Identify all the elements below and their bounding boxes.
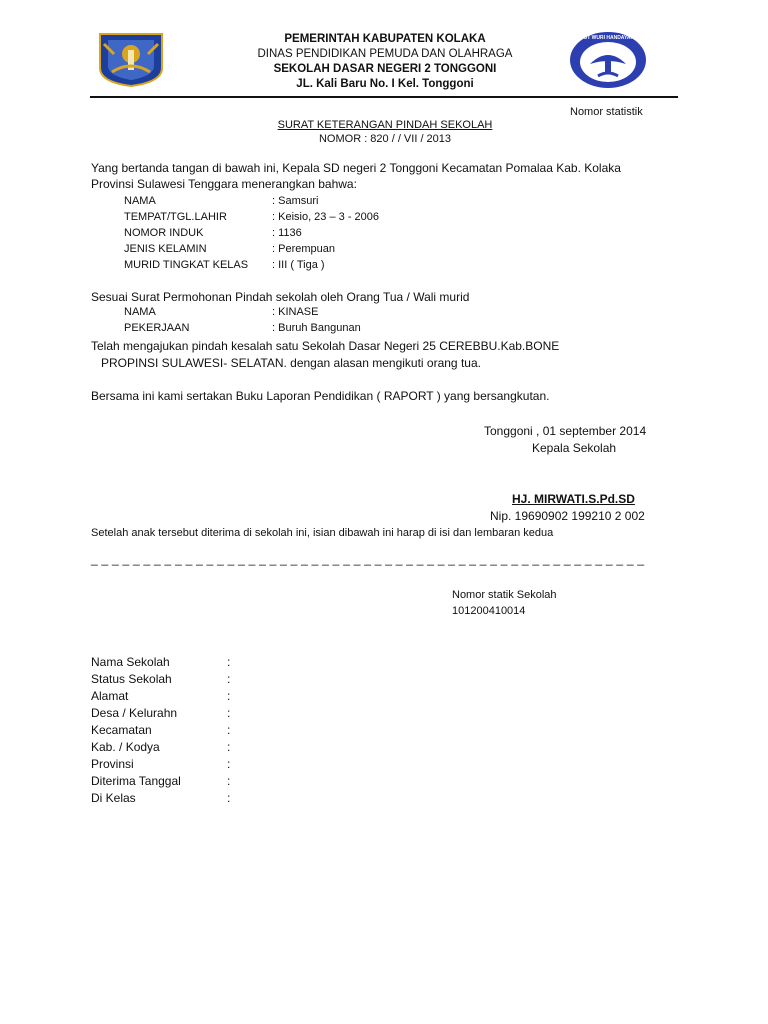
tut-wuri-handayani-logo bbox=[568, 30, 648, 90]
letterhead-line-2: DINAS PENDIDIKAN PEMUDA DAN OLAHRAGA bbox=[257, 48, 513, 60]
letterhead-line-4: JL. Kali Baru No. I Kel. Tonggoni bbox=[296, 78, 474, 90]
student-birth-label: TEMPAT/TGL.LAHIR bbox=[124, 211, 227, 223]
student-birth-value: : Keisio, 23 – 3 - 2006 bbox=[272, 211, 380, 223]
parent-job-value: : Buruh Bangunan bbox=[272, 322, 361, 334]
form-colon: : bbox=[227, 655, 231, 669]
form-label-class: Di Kelas bbox=[91, 791, 136, 805]
form-label-district: Kecamatan bbox=[91, 723, 152, 737]
signer-nip: Nip. 19690902 199210 2 002 bbox=[490, 509, 645, 523]
form-colon: : bbox=[227, 757, 231, 771]
form-colon: : bbox=[227, 740, 231, 754]
cut-line: _ _ _ _ _ _ _ _ _ _ _ _ _ _ _ _ _ _ _ _ _ _ _ _ _ _ _ _ _ _ _ _ _ _ _ _ _ _ _ _ _ _ _ _ _ _ _ _ _ _ _ _ _ bbox=[91, 552, 645, 566]
parent-name-label: NAMA bbox=[124, 306, 156, 318]
form-colon: : bbox=[227, 723, 231, 737]
transfer-line-2: PROPINSI SULAWESI- SELATAN. dengan alasan mengikuti orang tua. bbox=[101, 356, 481, 370]
form-colon: : bbox=[227, 672, 231, 686]
student-gender-label: JENIS KELAMIN bbox=[124, 243, 207, 255]
form-label-province: Provinsi bbox=[91, 757, 134, 771]
student-id-value: : 1136 bbox=[272, 227, 302, 239]
nss-label: Nomor statik Sekolah bbox=[452, 589, 557, 601]
student-grade-value: : III ( Tiga ) bbox=[272, 259, 325, 271]
after-acceptance-note: Setelah anak tersebut diterima di sekolah ini, isian dibawah ini harap di isi dan lembaran kedua bbox=[91, 527, 554, 539]
letter-title: SURAT KETERANGAN PINDAH SEKOLAH bbox=[277, 119, 493, 131]
signer-position: Kepala Sekolah bbox=[532, 441, 617, 455]
transfer-line-1: Telah mengajukan pindah kesalah satu Sekolah Dasar Negeri 25 CEREBBU.Kab.BONE bbox=[91, 339, 560, 353]
form-label-school-name: Nama Sekolah bbox=[91, 655, 170, 669]
student-name-label: NAMA bbox=[124, 195, 156, 207]
parent-intro: Sesuai Surat Permohonan Pindah sekolah oleh Orang Tua / Wali murid bbox=[91, 290, 470, 304]
student-gender-value: : Perempuan bbox=[272, 243, 335, 255]
form-label-received-date: Diterima Tanggal bbox=[91, 774, 181, 788]
place-date: Tonggoni , 01 september 2014 bbox=[484, 424, 647, 438]
nss-value: 101200410014 bbox=[452, 605, 526, 617]
tut-wuri-handayani-text: TUT WURI HANDAYANI bbox=[580, 35, 636, 41]
form-colon: : bbox=[227, 791, 231, 805]
signer-name: HJ. MIRWATI.S.Pd.SD bbox=[512, 492, 635, 506]
letterhead-line-3: SEKOLAH DASAR NEGERI 2 TONGGONI bbox=[273, 63, 497, 75]
intro-line-1: Yang bertanda tangan di bawah ini, Kepala SD negeri 2 Tonggoni Kecamatan Pomalaa Kab. Kolaka bbox=[91, 161, 621, 175]
student-id-label: NOMOR INDUK bbox=[124, 227, 204, 239]
letter-number: NOMOR : 820 / / VII / 2013 bbox=[318, 133, 452, 145]
form-colon: : bbox=[227, 706, 231, 720]
form-label-regency: Kab. / Kodya bbox=[91, 740, 160, 754]
form-label-address: Alamat bbox=[91, 689, 129, 703]
form-colon: : bbox=[227, 774, 231, 788]
kolaka-emblem-logo bbox=[92, 30, 170, 88]
form-label-school-status: Status Sekolah bbox=[91, 672, 172, 686]
parent-job-label: PEKERJAAN bbox=[124, 322, 190, 334]
header-divider bbox=[90, 96, 678, 98]
parent-name-value: : KINASE bbox=[272, 306, 319, 318]
nomor-statistik-label: Nomor statistik bbox=[570, 106, 643, 118]
intro-line-2: Provinsi Sulawesi Tenggara menerangkan bahwa: bbox=[91, 177, 357, 191]
letterhead-line-1: PEMERINTAH KABUPATEN KOLAKA bbox=[284, 33, 486, 45]
form-label-village: Desa / Kelurahn bbox=[91, 706, 178, 720]
student-grade-label: MURID TINGKAT KELAS bbox=[124, 259, 249, 271]
attachment-note: Bersama ini kami sertakan Buku Laporan Pendidikan ( RAPORT ) yang bersangkutan. bbox=[91, 389, 550, 403]
form-colon: : bbox=[227, 689, 231, 703]
student-name-value: : Samsuri bbox=[272, 195, 319, 207]
